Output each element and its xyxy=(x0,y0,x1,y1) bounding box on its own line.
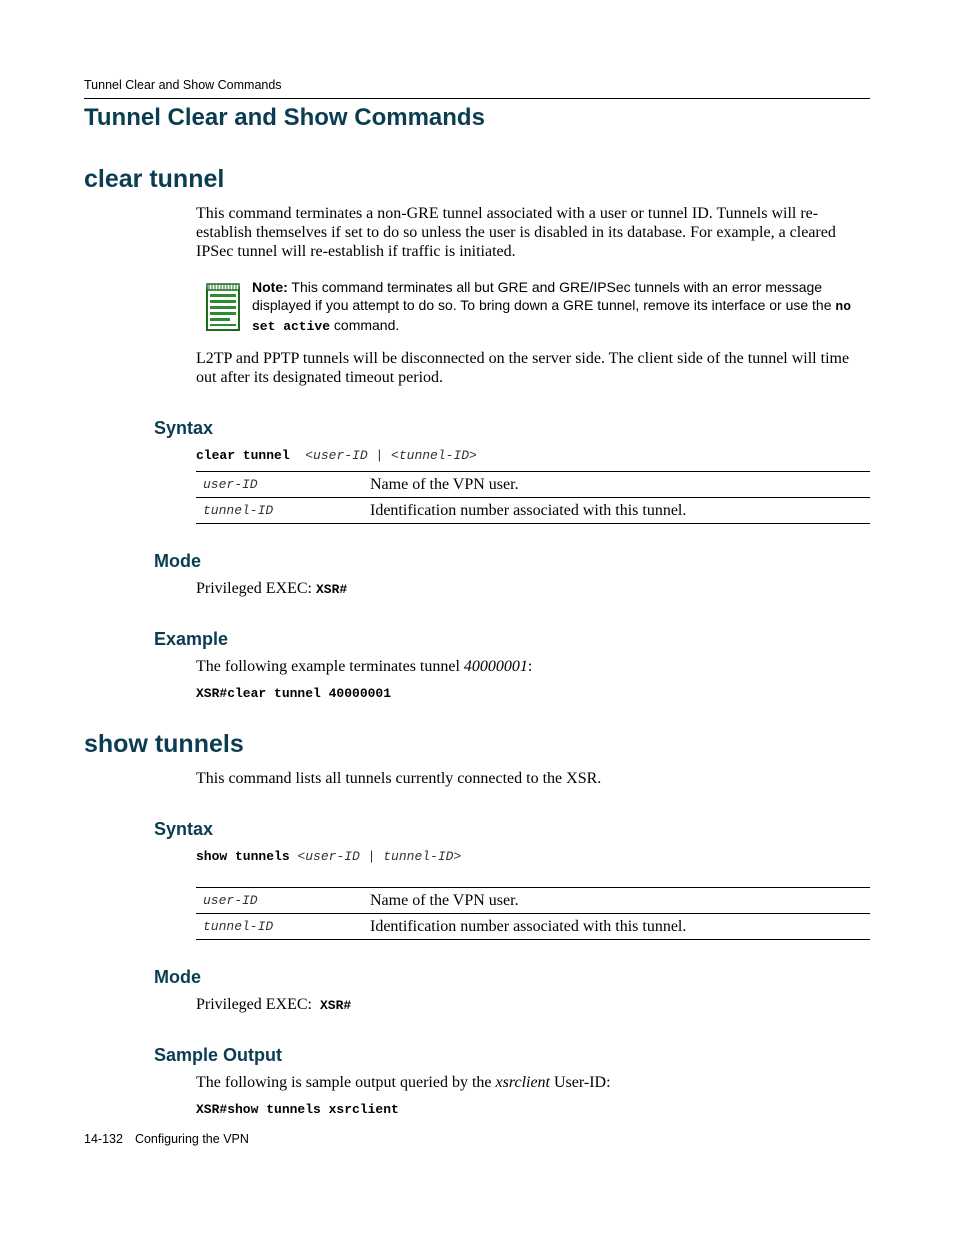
notepad-icon xyxy=(205,282,241,332)
running-header: Tunnel Clear and Show Commands xyxy=(84,78,282,92)
clear-tunnel-mode xyxy=(196,579,870,599)
show-tunnels-mode-heading: Mode xyxy=(154,967,201,987)
param-description: Name of the VPN user. xyxy=(370,888,870,914)
table-row xyxy=(196,498,870,524)
note-text-after: command. xyxy=(330,317,400,333)
page-title: Tunnel Clear and Show Commands xyxy=(84,104,485,131)
sample-value: xsrclient xyxy=(495,1074,550,1091)
example-text-before: The following example terminates tunnel xyxy=(196,658,464,675)
syntax-args: <user-ID | <tunnel-ID> xyxy=(305,448,477,463)
sample-code: XSR#show tunnels xsrclient xyxy=(196,1102,399,1117)
clear-tunnel-description: This command terminates a non-GRE tunnel associated with a user or tunnel ID. Tunnels will re-establish themselves if set to do so unless the user is disabled in its database. For example, a cleared IPSec tunnel will re-establish if traffic is initiated. xyxy=(196,205,836,260)
param-name: user-ID xyxy=(196,888,370,914)
table-row xyxy=(196,888,870,914)
mode-text: Privileged EXEC: xyxy=(196,996,320,1013)
syntax-command: clear tunnel xyxy=(196,448,290,463)
mode-prompt: XSR# xyxy=(315,582,348,597)
show-tunnels-sample-code xyxy=(196,1102,399,1117)
clear-tunnel-description-2: L2TP and PPTP tunnels will be disconnected on the server side. The client side of the tunnel will time out after its designated timeout period. xyxy=(196,350,850,386)
table-row xyxy=(196,914,870,940)
param-name: user-ID xyxy=(196,472,370,498)
show-tunnels-params-table xyxy=(196,887,870,940)
clear-tunnel-params-table xyxy=(196,471,870,524)
page-number: 14-132 xyxy=(84,1132,123,1146)
table-row xyxy=(196,472,870,498)
show-tunnels-sample-text xyxy=(196,1073,870,1092)
sample-text-after: User-ID: xyxy=(550,1074,611,1091)
show-tunnels-description: This command lists all tunnels currently connected to the XSR. xyxy=(196,770,602,787)
note-callout xyxy=(252,278,870,336)
clear-tunnel-syntax-line xyxy=(196,448,477,463)
section-heading-show-tunnels: show tunnels xyxy=(84,730,244,758)
show-tunnels-syntax-heading: Syntax xyxy=(154,819,214,839)
param-name: tunnel-ID xyxy=(196,498,370,524)
syntax-command: show tunnels xyxy=(196,849,290,864)
example-code: XSR#clear tunnel 40000001 xyxy=(196,686,392,701)
section-heading-clear-tunnel: clear tunnel xyxy=(84,165,225,193)
sample-text-before: The following is sample output queried by the xyxy=(196,1074,496,1091)
param-description: Identification number associated with this tunnel. xyxy=(370,498,870,524)
syntax-args: <user-ID | tunnel-ID> xyxy=(297,849,462,864)
clear-tunnel-syntax-heading: Syntax xyxy=(154,418,214,438)
example-text-after: : xyxy=(527,658,533,675)
show-tunnels-sample-heading: Sample Output xyxy=(154,1045,283,1065)
show-tunnels-mode xyxy=(196,995,870,1015)
param-description: Identification number associated with this tunnel. xyxy=(370,914,870,940)
param-description: Name of the VPN user. xyxy=(370,472,870,498)
clear-tunnel-example-heading: Example xyxy=(154,629,229,649)
note-label: Note: xyxy=(252,279,288,295)
param-name: tunnel-ID xyxy=(196,914,370,940)
show-tunnels-syntax-line xyxy=(196,849,461,864)
clear-tunnel-mode-heading: Mode xyxy=(154,551,201,571)
chapter-title: Configuring the VPN xyxy=(134,1132,249,1146)
mode-prompt: XSR# xyxy=(319,998,352,1013)
header-rule xyxy=(84,98,870,99)
note-code: no set active xyxy=(252,299,852,334)
page-footer xyxy=(84,1132,249,1146)
mode-text: Privileged EXEC: xyxy=(196,580,316,597)
clear-tunnel-example-code xyxy=(196,686,391,701)
note-text-before: This command terminates all but GRE and GRE/IPSec tunnels with an error message displayed if you attempt to do so. To bring down a GRE tunnel, remove its interface or use the xyxy=(252,279,836,313)
example-value: 40000001 xyxy=(463,658,528,675)
clear-tunnel-example-text xyxy=(196,657,870,676)
